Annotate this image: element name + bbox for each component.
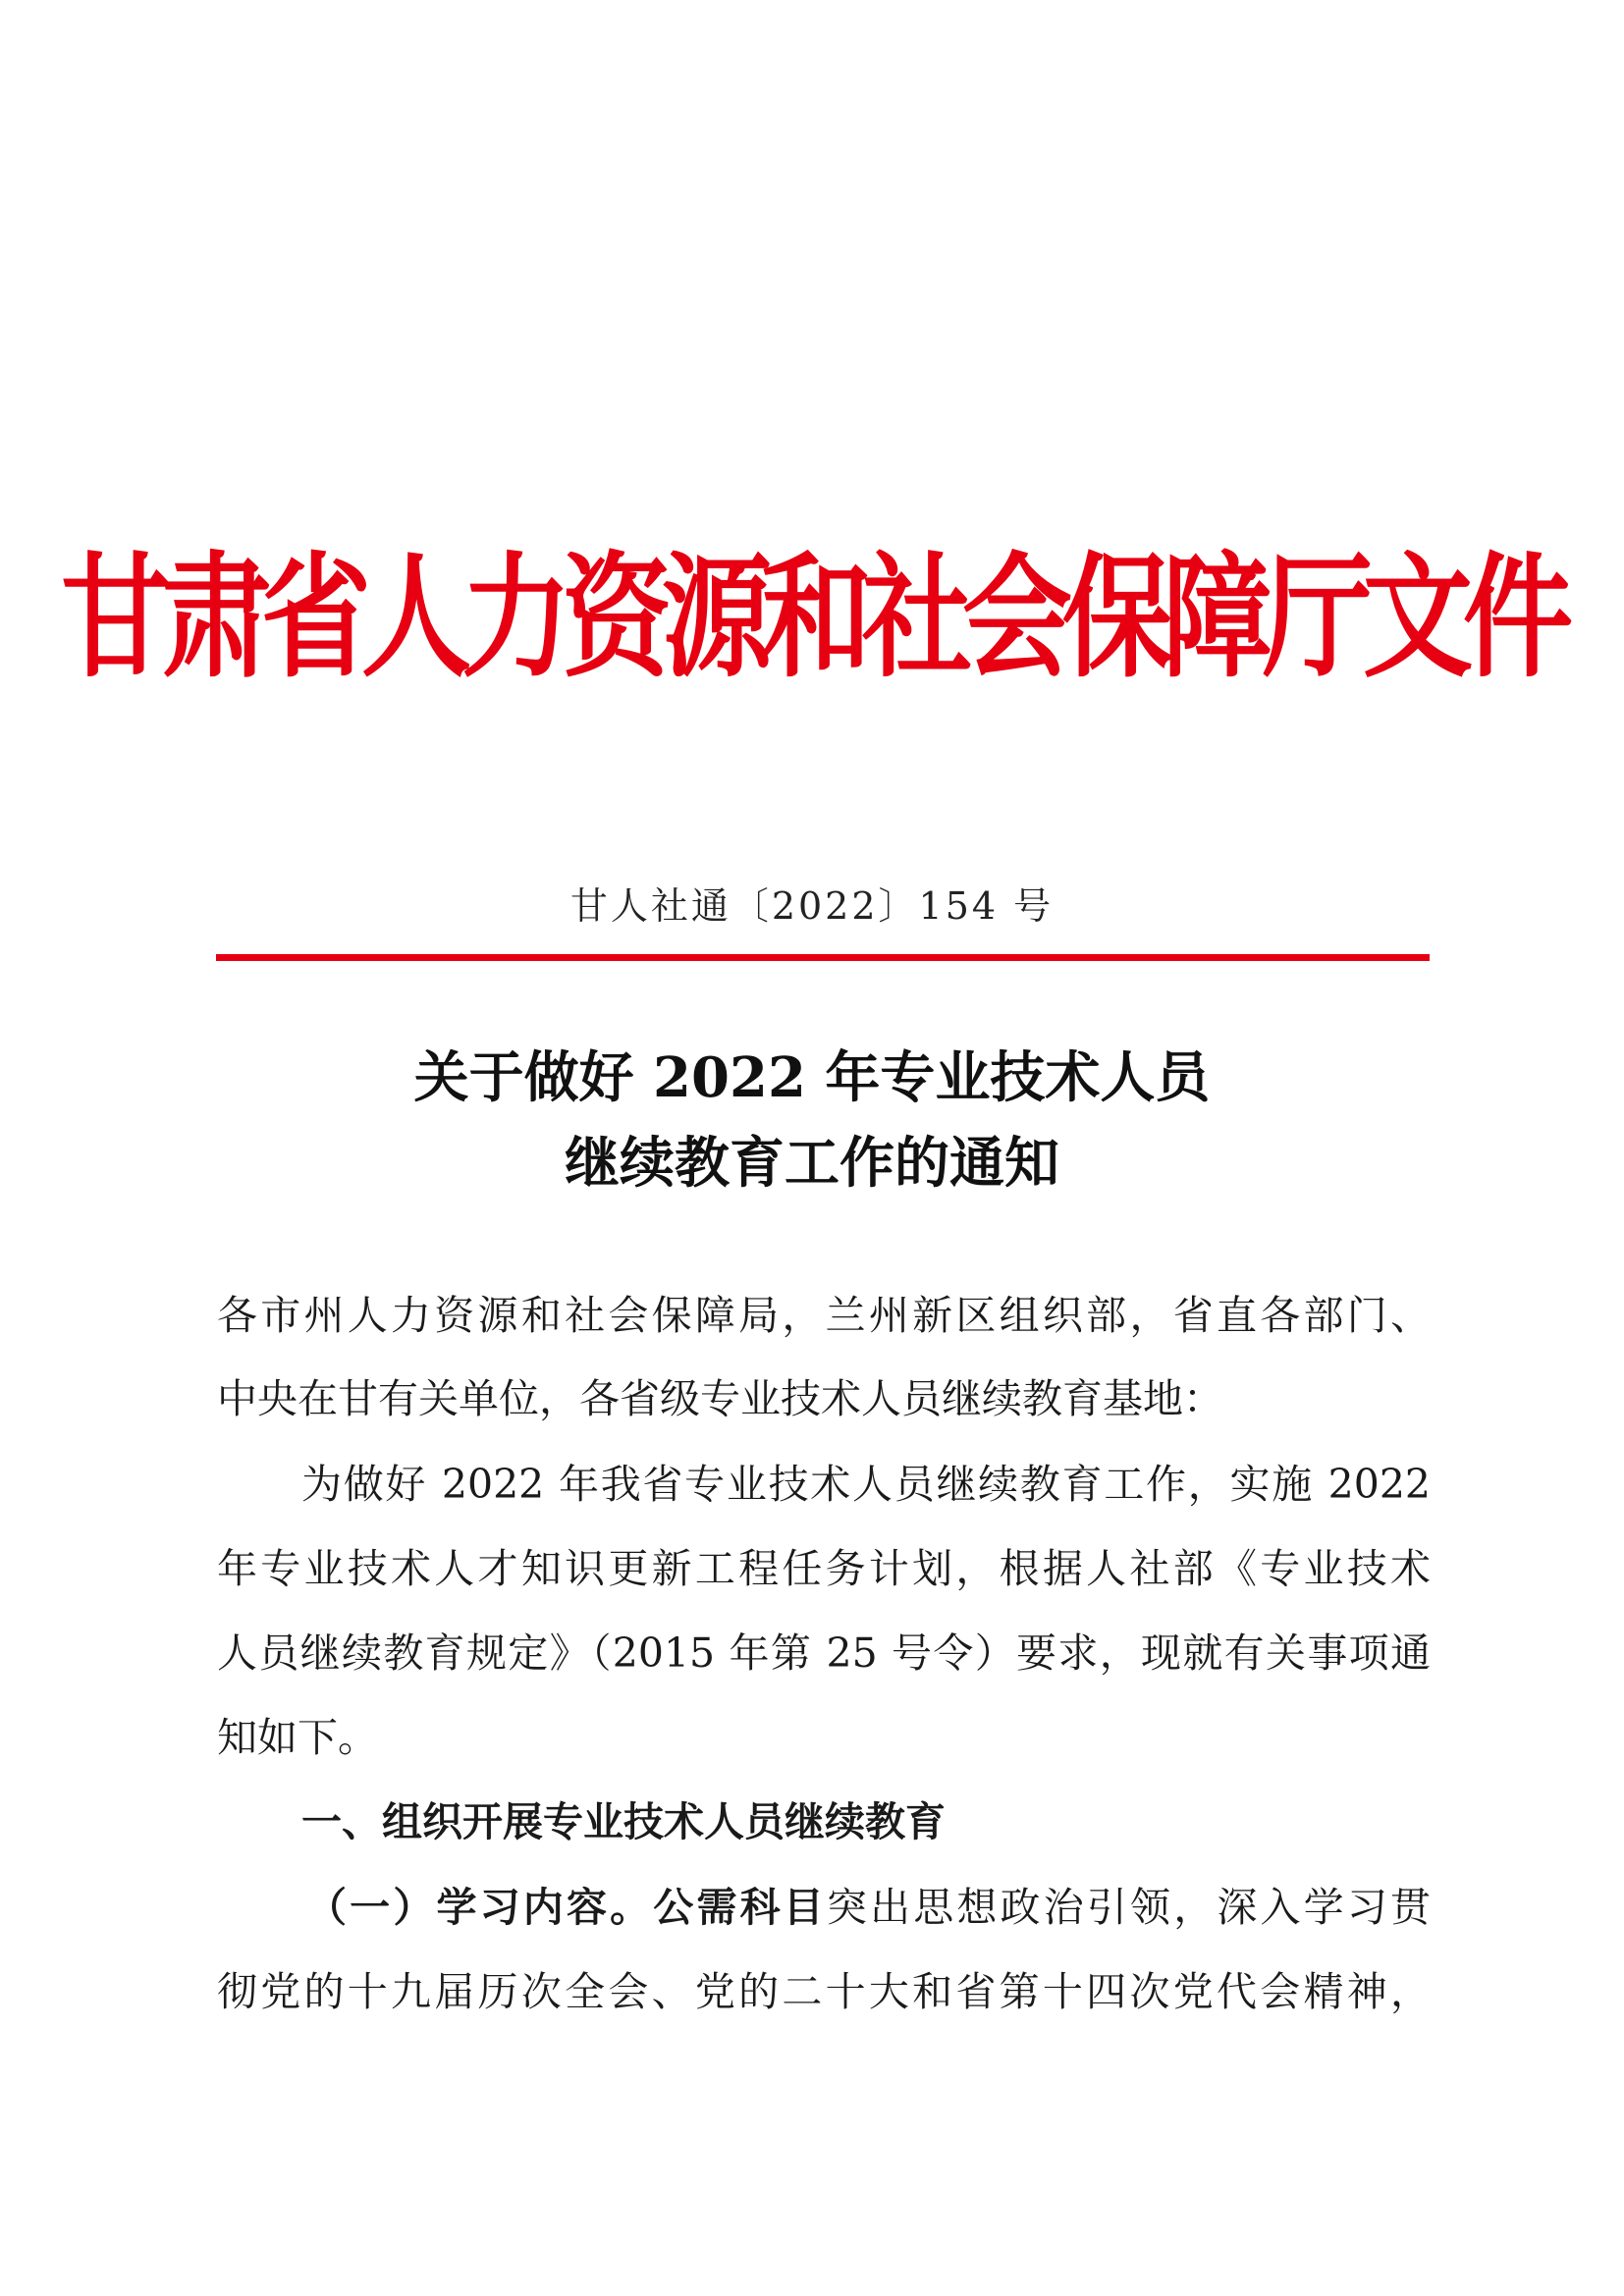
item-1-label: （一）学习内容。 [306,1884,654,1931]
section-heading: 一、组织开展专业技术人员继续教育 [301,1798,946,1845]
notice-title-line-1: 关于做好 2022 年专业技术人员 [413,1045,1211,1110]
addressee-line-2: 中央在甘有关单位，各省级专业技术人员继续教育基地： [217,1375,1223,1422]
intro-line-2: 年专业技术人才知识更新工程任务计划，根据人社部《专业技术 [217,1545,1431,1592]
item-1-subject: 公需科目 [653,1884,827,1931]
masthead-title: 甘肃省人力资源和社会保障厅文件 [61,540,1563,697]
intro-line-1: 为做好 2022 年我省专业技术人员继续教育工作，实施 2022 [301,1461,1431,1508]
item-1-line-1 [306,1880,1431,1935]
red-divider [216,954,1430,961]
item-1-text: 突出思想政治引领，深入学习贯 [826,1884,1432,1931]
intro-line-4: 知如下。 [217,1714,378,1761]
item-1-line-2: 彻党的十九届历次全会、党的二十大和省第十四次党代会精神， [217,1968,1431,2015]
intro-line-3: 人员继续教育规定》（2015 年第 25 号令）要求，现就有关事项通 [217,1629,1431,1677]
notice-title-line-2: 继续教育工作的通知 [565,1131,1059,1196]
addressee-line-1: 各市州人力资源和社会保障局，兰州新区组织部，省直各部门、 [217,1292,1431,1339]
document-number: 甘人社通〔2022〕154 号 [569,884,1055,928]
